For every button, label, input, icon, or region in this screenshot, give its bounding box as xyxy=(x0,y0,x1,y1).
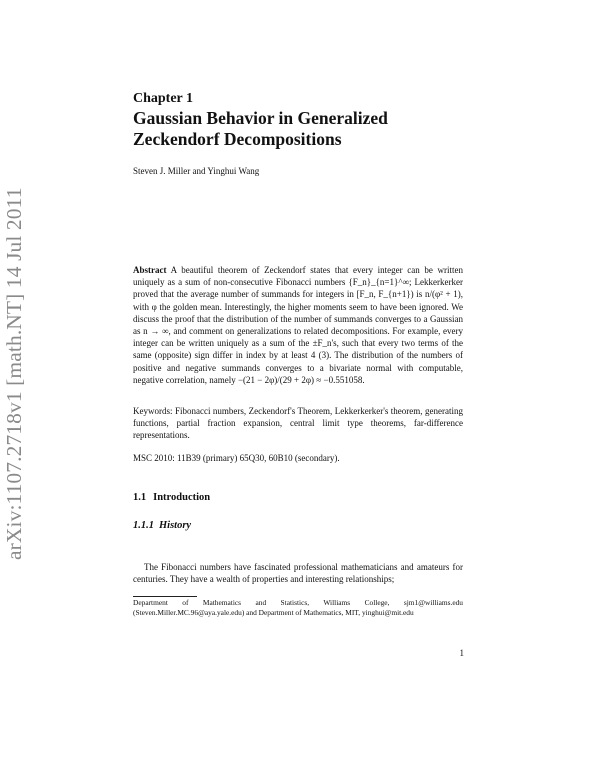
abstract-text: A beautiful theorem of Zeckendorf states that every integer can be written uniquely as a sum of non-consecutive Fibonacci numbers {F_n}_{n=1}^∞; Lekkerkerker proved that the average number of summands for integers in [F_n, F_{n+1}) is n/(φ² + 1), with φ the golden mean. Interestingly, the higher moments seem to have been ignored. We discuss the proof that the distribution of the number of summands converges to a Gaussian as n → ∞, and comment on generalizations to related decompositions. For example, every integer can be written uniquely as a sum of the ±F_n's, such that every two terms of the same (opposite) sign differ in index by at least 4 (3). The distribution of the numbers of positive and negative summands converges to a bivariate normal with computable, negative correlation, namely −(21 − 2φ)/(29 + 2φ) ≈ −0.551058. xyxy=(133,265,463,385)
keywords-block: Keywords: Fibonacci numbers, Zeckendorf's Theorem, Lekkerkerker's theorem, generating functions, partial fraction expansion, central limit type theorems, far-difference representations. xyxy=(133,406,463,441)
section-title: Introduction xyxy=(153,492,211,503)
body-paragraph: The Fibonacci numbers have fascinated professional mathematicians and amateurs for centuries. They have a wealth of properties and interesting relationships; xyxy=(133,562,463,585)
author-line: Steven J. Miller and Yinghui Wang xyxy=(133,166,260,176)
footnote-affiliation: Department of Mathematics and Statistics, Williams College, sjm1@williams.edu (Steven.Miller.MC.96@aya.yale.edu) and Department of Mathematics, MIT, yinghui@mit.edu xyxy=(133,598,463,617)
section-heading xyxy=(133,492,210,503)
page-number: 1 xyxy=(459,648,464,658)
chapter-label: Chapter 1 xyxy=(133,91,194,106)
abstract-label: Abstract xyxy=(133,265,167,275)
subsection-number: 1.1.1 xyxy=(133,520,154,531)
chapter-title: Gaussian Behavior in Generalized Zeckendorf Decompositions xyxy=(133,108,388,149)
subsection-title: History xyxy=(159,520,192,531)
arxiv-identifier-stamp[interactable]: arXiv:1107.2718v1 [math.NT] 14 Jul 2011 xyxy=(2,187,26,560)
msc-classification: MSC 2010: 11B39 (primary) 65Q30, 60B10 (secondary). xyxy=(133,453,340,463)
subsection-heading xyxy=(133,520,191,531)
section-number: 1.1 xyxy=(133,492,147,503)
footnote-divider xyxy=(133,596,197,597)
abstract-block xyxy=(133,264,463,386)
